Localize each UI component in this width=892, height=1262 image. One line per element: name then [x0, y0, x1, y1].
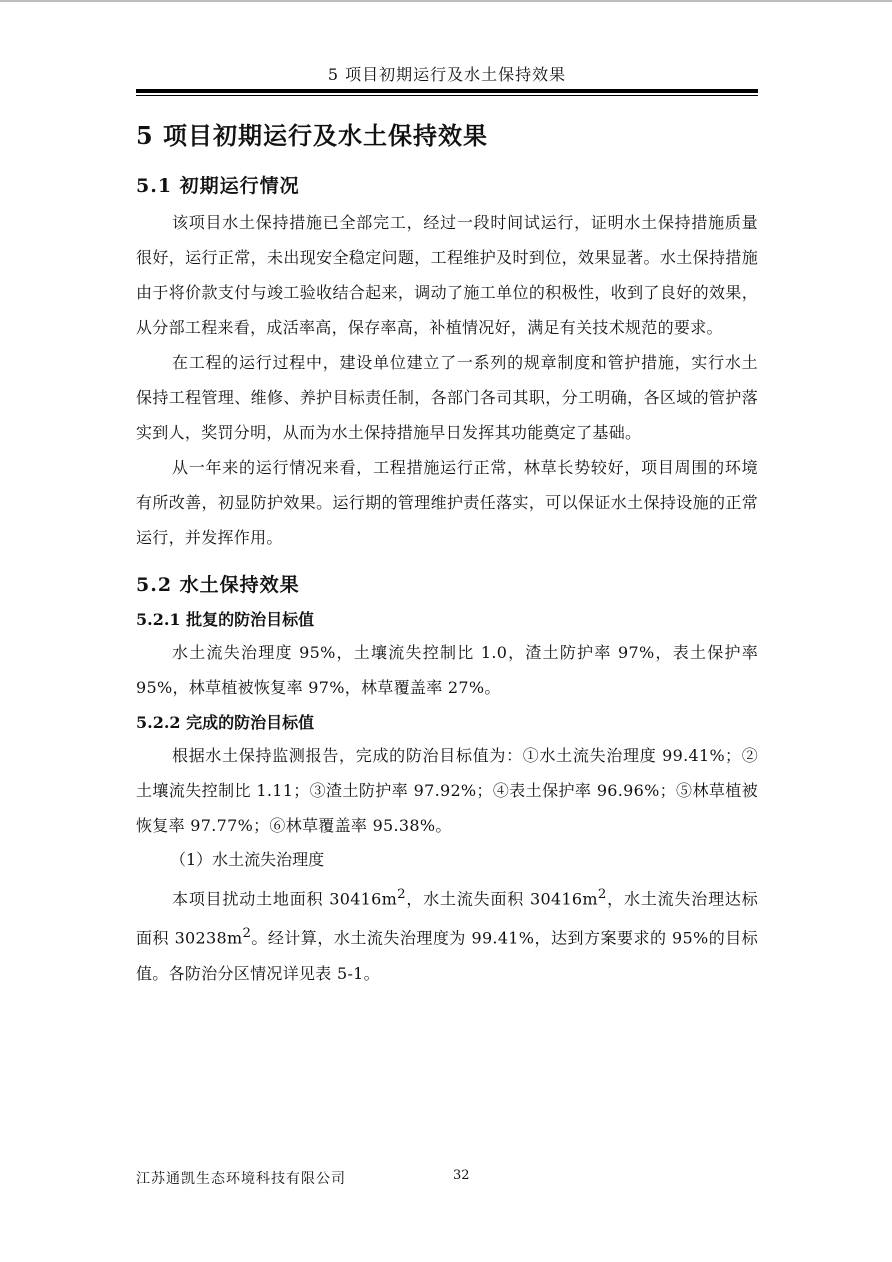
header-rule-thin	[136, 95, 758, 96]
area-text-a: 本项目扰动土地面积 30416m	[172, 889, 398, 909]
superscript-2: 2	[397, 887, 406, 902]
list-item-1-title: （1）水土流失治理度	[170, 850, 325, 869]
superscript-2: 2	[597, 887, 607, 902]
section-5-2-1-paragraph: 水土流失治理度 95%，土壤流失控制比 1.0，渣土防护率 97%，表土保护率 95%，林草植被恢复率 97%，林草覆盖率 27%。	[136, 643, 758, 697]
superscript-2: 2	[242, 926, 252, 942]
footer-company: 江苏通凯生态环境科技有限公司	[136, 1171, 346, 1187]
section-5-1-paragraph-3: 从一年来的运行情况来看，工程措施运行正常，林草长势较好，项目周围的环境有所改善，初显防护效果。运行期的管理维护责任落实，可以保证水土保持设施的正常运行，并发挥作用。	[136, 458, 758, 547]
area-text-b: ，水土流失面积 30416m	[405, 889, 598, 909]
page-top-border	[0, 0, 892, 2]
section-5-1-paragraph-2: 在工程的运行过程中，建设单位建立了一系列的规章制度和管护措施，实行水土保持工程管理、维修、养护目标责任制，各部门各司其职，分工明确，各区域的管护落实到人，奖罚分明，从而为水土保持措施早日发挥其功能奠定了基础。	[136, 353, 758, 442]
page-number: 32	[453, 1168, 470, 1183]
section-5-1-heading: 5.1 初期运行情况	[136, 175, 300, 197]
section-5-2-heading: 5.2 水土保持效果	[136, 574, 300, 596]
header-rule-thick	[136, 89, 758, 93]
area-text-d: 。经计算，水土流失治理度为 99.41%，达到方案要求的 95%的目标值。各防治分区情况详见表 5-1。	[136, 928, 758, 983]
page-body	[136, 116, 758, 991]
chapter-title: 5 项目初期运行及水土保持效果	[136, 121, 489, 150]
section-5-2-2-paragraph-1: 根据水土保持监测报告，完成的防治目标值为：①水土流失治理度 99.41%；②土壤流失控制比 1.11；③渣土防护率 97.92%；④表土保护率 96.96%；⑤林草植被恢复率 97.77%；⑥林草覆盖率 95.38%。	[136, 746, 758, 835]
running-header: 5 项目初期运行及水土保持效果	[327, 65, 567, 84]
section-5-2-2-paragraph-2	[136, 877, 758, 991]
area-text-c: ，水土流失治理达标面积 30238m	[136, 889, 759, 948]
section-5-2-2-heading: 5.2.2 完成的防治目标值	[136, 713, 315, 732]
section-5-1-paragraph-1: 该项目水土保持措施已全部完工，经过一段时间试运行，证明水土保持措施质量很好，运行正常，未出现安全稳定问题，工程维护及时到位，效果显著。水土保持措施由于将价款支付与竣工验收结合起来，调动了施工单位的积极性，收到了良好的效果，从分部工程来看，成活率高，保存率高，补植情况好，满足有关技术规范的要求。	[136, 213, 758, 337]
section-5-2-1-heading: 5.2.1 批复的防治目标值	[136, 610, 315, 629]
